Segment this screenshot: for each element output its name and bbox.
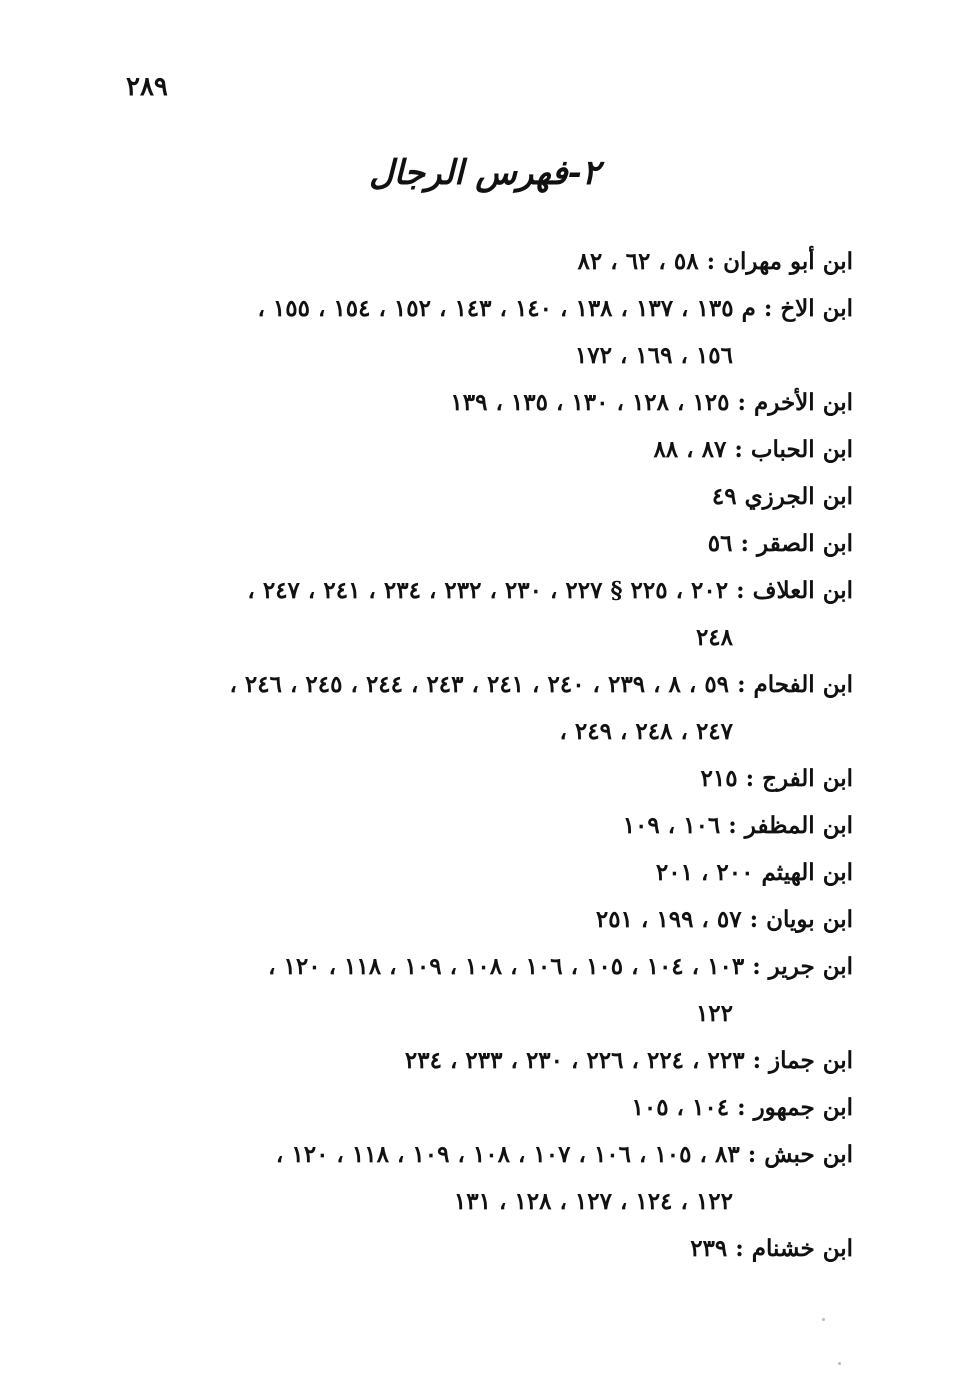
entry-name: ابن جماز : (752, 1047, 853, 1074)
section-title-block (368, 138, 600, 208)
entry-pages: ٥٧ ، ١٩٩ ، ٢٥١ (595, 906, 742, 933)
entry-name: ابن جرير : (752, 953, 853, 980)
page-number: ٢٨٩ (126, 72, 168, 102)
entry-name: ابن الحباب : (734, 436, 853, 463)
index-entry (108, 1131, 853, 1178)
section-title: ٢-فهرس الرجال (368, 153, 600, 193)
entry-pages: ١٥٦ ، ١٦٩ ، ١٧٢ (574, 342, 733, 369)
entry-name: ابن جمهور : (737, 1094, 853, 1121)
index-entry (108, 849, 853, 896)
index-entry (108, 379, 853, 426)
entry-pages: ٢٠٠ ، ٢٠١ (655, 859, 754, 886)
index-entry (108, 1225, 853, 1272)
entry-name: ابن الجرزي (744, 483, 853, 510)
index-entry (108, 238, 853, 285)
index-entry-continuation (108, 614, 853, 661)
entry-pages: ٥٩ ، ٨ ، ٢٣٩ ، ٢٤٠ ، ٢٤١ ، ٢٤٣ ، ٢٤٤ ، ٢٤٥ ، ٢٤٦ ، (229, 671, 730, 698)
entry-pages: ٢٠٢ ، ٢٢٥ § ٢٢٧ ، ٢٣٠ ، ٢٣٢ ، ٢٣٤ ، ٢٤١ ، ٢٤٧ ، (247, 577, 729, 604)
entry-pages: ١٢٥ ، ١٢٨ ، ١٣٠ ، ١٣٥ ، ١٣٩ (450, 389, 730, 416)
entry-pages: ١٠٤ ، ١٠٥ (631, 1094, 730, 1121)
entry-name: ابن الاخ : (763, 295, 853, 322)
index-entry-continuation (108, 708, 853, 755)
index-entry (108, 661, 853, 708)
entry-name: ابن أبو مهران : (706, 248, 853, 275)
index-entry (108, 1084, 853, 1131)
index-entry-continuation (108, 332, 853, 379)
entry-name: ابن المظفر : (728, 812, 853, 839)
entry-pages: ٢٣٩ (690, 1235, 728, 1262)
entry-name: ابن الفحام : (737, 671, 853, 698)
index-list (108, 238, 853, 1272)
index-entry (108, 285, 853, 332)
entry-pages: ١٠٦ ، ١٠٩ (622, 812, 721, 839)
entry-pages: م ١٣٥ ، ١٣٧ ، ١٣٨ ، ١٤٠ ، ١٤٣ ، ١٥٢ ، ١٥٤ ، ١٥٥ ، (257, 295, 756, 322)
index-entry (108, 426, 853, 473)
index-entry (108, 943, 853, 990)
index-entry (108, 567, 853, 614)
entry-pages: ٨٧ ، ٨٨ (653, 436, 727, 463)
entry-name: ابن الفرج : (745, 765, 853, 792)
entry-pages: ٢٤٧ ، ٢٤٨ ، ٢٤٩ ، (559, 718, 733, 745)
index-entry (108, 896, 853, 943)
index-entry (108, 1037, 853, 1084)
entry-name: ابن الهيثم (761, 859, 853, 886)
scan-speck (822, 1318, 825, 1321)
index-entry-continuation (108, 990, 853, 1037)
entry-pages: ١٢٢ (695, 1000, 733, 1027)
index-entry (108, 802, 853, 849)
entry-name: ابن بويان : (749, 906, 853, 933)
entry-pages: ١٠٣ ، ١٠٤ ، ١٠٥ ، ١٠٦ ، ١٠٨ ، ١٠٩ ، ١١٨ ، ١٢٠ ، (268, 953, 745, 980)
entry-pages: ٢١٥ (700, 765, 738, 792)
index-entry-continuation (108, 1178, 853, 1225)
index-entry (108, 473, 853, 520)
entry-pages: ٤٩ (711, 483, 737, 510)
entry-pages: ١٢٢ ، ١٢٤ ، ١٢٧ ، ١٢٨ ، ١٣١ (453, 1188, 733, 1215)
entry-pages: ٥٨ ، ٦٢ ، ٨٢ (577, 248, 699, 275)
scan-speck (838, 1362, 841, 1365)
entry-name: ابن حبش : (747, 1141, 853, 1168)
entry-pages: ٥٦ (707, 530, 733, 557)
entry-name: ابن الأخرم : (737, 389, 853, 416)
entry-name: ابن العلاف : (736, 577, 853, 604)
entry-name: ابن خشنام : (735, 1235, 853, 1262)
entry-pages: ٨٣ ، ١٠٥ ، ١٠٦ ، ١٠٧ ، ١٠٨ ، ١٠٩ ، ١١٨ ، ١٢٠ ، (275, 1141, 740, 1168)
index-entry (108, 520, 853, 567)
entry-name: ابن الصقر : (740, 530, 853, 557)
entry-pages: ٢٤٨ (695, 624, 733, 651)
entry-pages: ٢٢٣ ، ٢٢٤ ، ٢٢٦ ، ٢٣٠ ، ٢٣٣ ، ٢٣٤ (404, 1047, 745, 1074)
index-entry (108, 755, 853, 802)
